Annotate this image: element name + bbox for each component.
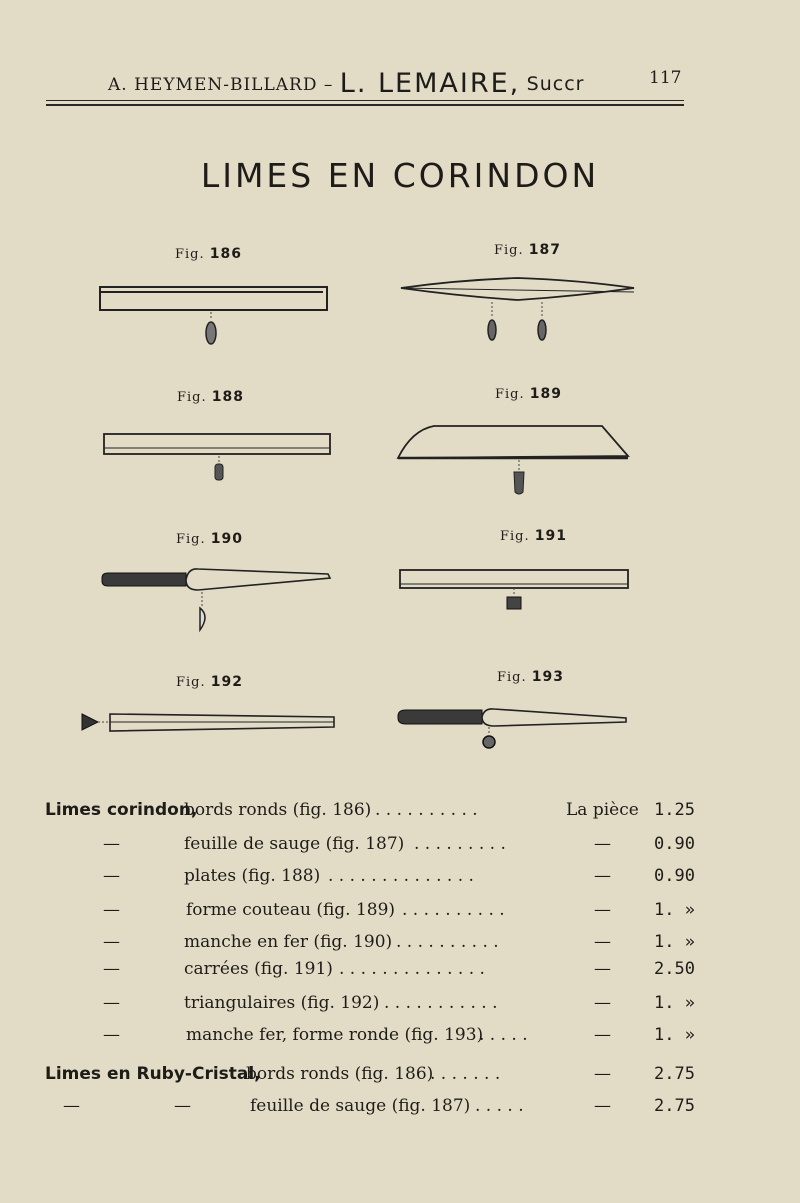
item-description: manche fer, forme ronde (fig. 193) — [186, 1025, 484, 1045]
price-value: 0.90 — [654, 866, 695, 886]
ditto-dash: — — [63, 1096, 80, 1116]
price-value: 2.75 — [654, 1096, 695, 1116]
ditto-dash: — — [103, 959, 120, 979]
price-value: 0.90 — [654, 834, 695, 854]
fig-188-label: Fig. 188 — [177, 389, 245, 405]
item-description: bords ronds (fig. 186) — [246, 1064, 434, 1084]
price-row — [0, 800, 800, 826]
unit-label: — — [594, 993, 611, 1013]
fig-191-label: Fig. 191 — [500, 528, 568, 544]
unit-label: — — [594, 932, 611, 952]
ditto-dash: — — [103, 1025, 120, 1045]
dot-leader: . . . . . . . . . . . . . . — [328, 866, 474, 886]
dot-leader: . . . . . . . . . — [414, 834, 506, 854]
price-row — [0, 900, 800, 926]
unit-label: — — [594, 1064, 611, 1084]
unit-label: — — [594, 1096, 611, 1116]
ditto-dash: — — [103, 932, 120, 952]
price-value: 2.75 — [654, 1064, 695, 1084]
fig-190-illustration — [98, 560, 338, 635]
price-value: 1. » — [654, 932, 695, 952]
fig-187-label: Fig. 187 — [494, 242, 562, 258]
header-separator: – — [323, 75, 334, 95]
unit-label: — — [594, 959, 611, 979]
header-company: L. LEMAIRE, — [339, 68, 521, 99]
header-left-name: A. HEYMEN-BILLARD — [108, 75, 318, 95]
fig-192-illustration — [78, 708, 343, 738]
dot-leader: . . . . . . . . . . — [375, 800, 478, 820]
ditto-dash: — — [103, 993, 120, 1013]
item-description: carrées (fig. 191) — [184, 959, 333, 979]
price-value: 1.25 — [654, 800, 695, 820]
unit-label: — — [594, 834, 611, 854]
unit-label: — — [594, 866, 611, 886]
dot-leader: . . . . . — [475, 1096, 524, 1116]
item-description: bords ronds (fig. 186) — [184, 800, 372, 820]
ditto-dash: — — [103, 866, 120, 886]
dot-leader: . . . . . . . . . . — [402, 900, 505, 920]
price-row — [0, 866, 800, 892]
unit-label: La pièce — [566, 800, 639, 820]
item-description: feuille de sauge (fig. 187) — [184, 834, 405, 854]
fig-186-illustration — [95, 280, 335, 350]
running-header — [108, 68, 584, 99]
fig-193-label: Fig. 193 — [497, 669, 565, 685]
dot-leader: . . . . . . . — [430, 1064, 501, 1084]
item-description: triangulaires (fig. 192) — [184, 993, 380, 1013]
dot-leader: . . . . . . . . . . . . . . — [339, 959, 485, 979]
item-description: manche en fer (fig. 190) — [184, 932, 393, 952]
category-label: Limes en Ruby-Cristal, — [45, 1064, 261, 1084]
fig-189-illustration — [392, 420, 637, 500]
ditto-dash: — — [174, 1096, 191, 1116]
price-value: 2.50 — [654, 959, 695, 979]
fig-193-illustration — [394, 704, 634, 754]
price-row — [0, 834, 800, 860]
fig-188-illustration — [98, 430, 338, 485]
price-row — [0, 993, 800, 1019]
price-value: 1. » — [654, 1025, 695, 1045]
fig-192-label: Fig. 192 — [176, 674, 244, 690]
header-succ: Succr — [526, 73, 585, 95]
fig-191-illustration — [396, 566, 636, 616]
dot-leader: . . . . . . . . . . . — [384, 993, 498, 1013]
fig-189-label: Fig. 189 — [495, 386, 563, 402]
price-row — [0, 932, 800, 958]
item-description: plates (fig. 188) — [184, 866, 321, 886]
ditto-dash: — — [103, 834, 120, 854]
price-value: 1. » — [654, 900, 695, 920]
page-number: 117 — [649, 68, 682, 88]
dot-leader: . . . . . — [479, 1025, 528, 1045]
fig-187-illustration — [398, 272, 638, 347]
price-row — [0, 1025, 800, 1051]
fig-186-label: Fig. 186 — [175, 246, 243, 262]
price-value: 1. » — [654, 993, 695, 1013]
category-label: Limes corindon, — [45, 800, 198, 820]
unit-label: — — [594, 900, 611, 920]
price-row — [0, 959, 800, 985]
price-row — [0, 1064, 800, 1090]
header-rule-top — [46, 100, 684, 101]
item-description: feuille de sauge (fig. 187) — [250, 1096, 471, 1116]
price-row — [0, 1096, 800, 1122]
unit-label: — — [594, 1025, 611, 1045]
dot-leader: . . . . . . . . . . — [396, 932, 499, 952]
header-rule-bottom — [46, 104, 684, 106]
page-title: LIMES EN CORINDON — [200, 156, 600, 195]
ditto-dash: — — [103, 900, 120, 920]
item-description: forme couteau (fig. 189) — [186, 900, 396, 920]
fig-190-label: Fig. 190 — [176, 531, 244, 547]
